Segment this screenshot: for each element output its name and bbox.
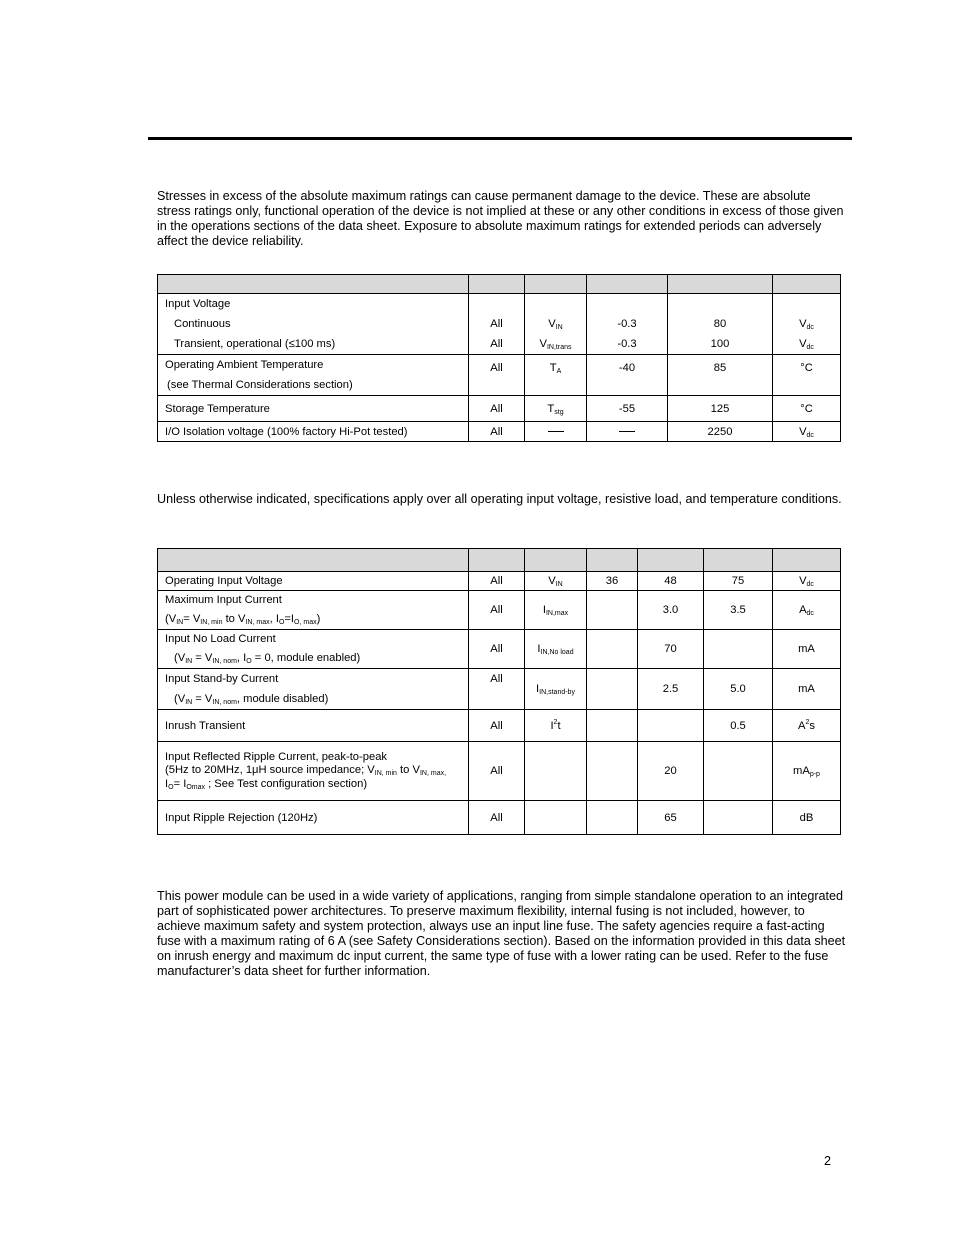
table-row: I/O Isolation voltage (100% factory Hi-Pot tested) All 2250 $V_{dc}$ [158,422,841,442]
abs-max-header-row [158,275,841,294]
table-row: Maximum Input Current ($V_{IN}= V_{IN, min}$ to $V_{IN, max}$, $I_O=I_{O, max}$) All $I_{IN,max}$ 3.0 3.5 $A_{dc}$ [158,591,841,630]
table-row: Storage Temperature All $T_{stg}$ -55 125 °C [158,396,841,422]
table-row: Input Voltage Continuous Transient, operational (≤100 ms) All All $V_{IN}$ $V_{IN,trans}$ -0.3 -0.3 80 100 $V_{dc}$ $V_{dc}$ [158,294,841,355]
table-row: Inrush Transient All $I^2t$ 0.5 $A^2s$ [158,710,841,742]
table-row: Operating Ambient Temperature (see Thermal Considerations section) All $T_A$ -40 85 °C [158,355,841,396]
header-rule [148,137,852,140]
input-header-row [158,549,841,572]
abs-max-intro: Stresses in excess of the absolute maximum ratings can cause permanent damage to the device. These are absolute stress ratings only, functional operation of the device is not implied at these or any other conditions in excess of those given in the operations sections of the data sheet. Exposure to absolute maximum ratings for extended periods can adversely affect the device reliability. [157,189,844,248]
table-row: Operating Input Voltage All $V_{IN}$ 36 48 75 $V_{dc}$ [158,572,841,591]
fusing-text: This power module can be used in a wide variety of applications, ranging from simple standalone operation to an integrated part of sophisticated power architectures. To preserve maximum flexibility, internal fusing is not included, however, to achieve maximum safety and system protection, always use an input line fuse. The safety agencies require a fast-acting fuse with a maximum rating of 6 A (see Safety Considerations section). Based on the information provided in this data sheet on inrush energy and maximum dc input current, the same type of fuse with a lower rating can be used. Refer to the fuse manufacturer’s data sheet for further information. [157,889,846,978]
input-spec-table [157,548,841,835]
table-row: Input Stand-by Current ($V_{IN} = V_{IN, nom}$, module disabled) All $I_{IN,stand-by}$ 2.5 5.0 mA [158,669,841,710]
table-row: Input Ripple Rejection (120Hz) All 65 dB [158,801,841,835]
table-row: Input Reflected Ripple Current, peak-to-peak (5Hz to 20MHz, 1μH source impedance; $V_{IN, min}$ to $V_{IN, max,}$ $I_O= I_{Omax}$ ; See Test configuration section) All 20 $mA_{p-p}$ [158,742,841,801]
dash-mark [548,431,564,432]
conditions-text: Unless otherwise indicated, specifications apply over all operating input voltage, resistive load, and temperature conditions. [157,492,842,506]
table-row: Input No Load Current ($V_{IN} = V_{IN, nom}$, $I_O = 0$, module enabled) All $I_{IN,No load}$ 70 mA [158,630,841,669]
dash-mark [619,431,635,432]
abs-max-table [157,274,841,442]
page-number: 2 [824,1154,832,1168]
